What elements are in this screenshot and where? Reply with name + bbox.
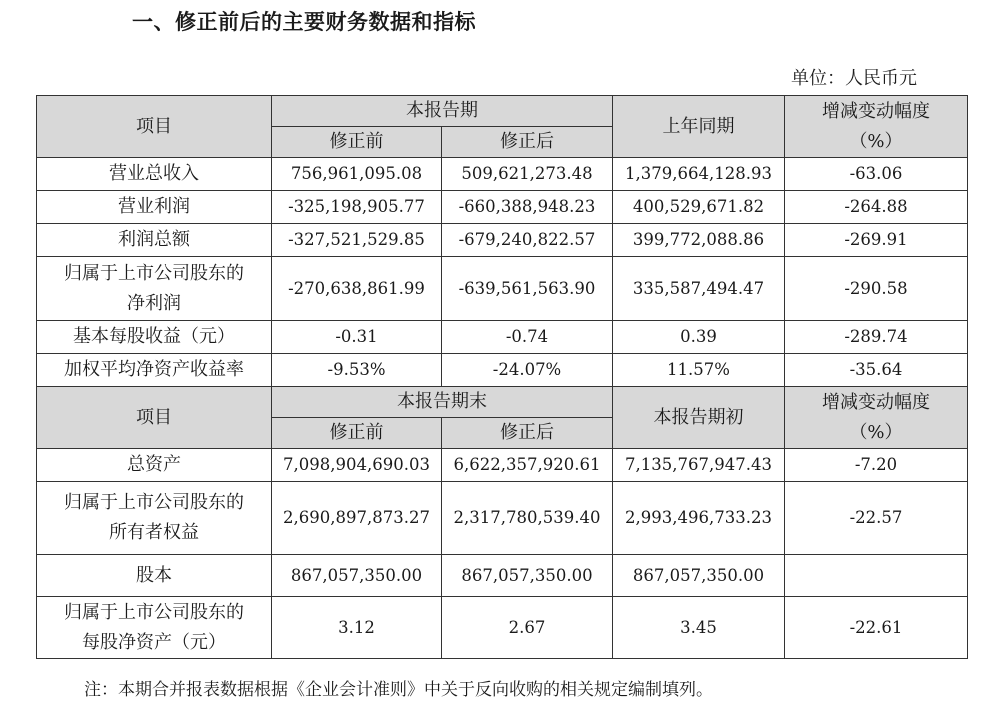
- row-label-line1: 归属于上市公司股东的: [64, 492, 244, 513]
- cell-before: -9.53%: [272, 354, 442, 387]
- table-row: [37, 321, 968, 354]
- cell-before: -325,198,905.77: [272, 191, 442, 224]
- row-label-line2: 所有者权益: [109, 522, 199, 543]
- header-prior: 上年同期: [613, 96, 785, 158]
- header-before-2: 修正前: [272, 418, 442, 449]
- table-row: [37, 158, 968, 191]
- cell-before: 3.12: [272, 597, 442, 659]
- row-label-line2: 每股净资产（元）: [82, 631, 226, 653]
- table-row: [37, 555, 968, 597]
- row-label: 营业总收入: [37, 158, 272, 191]
- row-label-line2: 净利润: [127, 292, 181, 314]
- row-label: 加权平均净资产收益率: [37, 354, 272, 387]
- header-before: 修正前: [272, 127, 442, 158]
- cell-prior: 399,772,088.86: [613, 224, 785, 257]
- cell-prior: 3.45: [613, 597, 785, 659]
- table-row: [37, 224, 968, 257]
- cell-change: -22.57: [785, 482, 968, 555]
- row-label: [37, 482, 272, 555]
- cell-prior: 0.39: [613, 321, 785, 354]
- row-label-line1: 归属于上市公司股东的: [64, 601, 244, 623]
- row-label-line1: 归属于上市公司股东的: [64, 262, 244, 284]
- row-label: [37, 257, 272, 321]
- header-period-start: 本报告期初: [613, 387, 785, 449]
- header-period: 本报告期: [272, 96, 613, 127]
- cell-change: -289.74: [785, 321, 968, 354]
- cell-change: -269.91: [785, 224, 968, 257]
- footnote: 注：本期合并报表数据根据《企业会计准则》中关于反向收购的相关规定编制填列。: [84, 680, 713, 700]
- header-change-line1: 增减变动幅度: [822, 391, 930, 413]
- cell-after: -0.74: [442, 321, 613, 354]
- row-label: 基本每股收益（元）: [37, 321, 272, 354]
- row-label: 营业利润: [37, 191, 272, 224]
- unit-label: 单位：人民币元: [791, 68, 917, 89]
- cell-prior: 2,993,496,733.23: [613, 482, 785, 555]
- cell-after: 2.67: [442, 597, 613, 659]
- cell-after: 509,621,273.48: [442, 158, 613, 191]
- table-row: [37, 597, 968, 659]
- cell-change: -22.61: [785, 597, 968, 659]
- table-row: [37, 354, 968, 387]
- cell-change: -35.64: [785, 354, 968, 387]
- cell-change: -290.58: [785, 257, 968, 321]
- cell-after: 6,622,357,920.61: [442, 449, 613, 482]
- header-change-line2: （%）: [849, 421, 903, 443]
- cell-after: -24.07%: [442, 354, 613, 387]
- cell-prior: 7,135,767,947.43: [613, 449, 785, 482]
- cell-change: -63.06: [785, 158, 968, 191]
- cell-change: -7.20: [785, 449, 968, 482]
- table-row: [37, 482, 968, 555]
- header-change-line2: （%）: [849, 130, 903, 152]
- row-label: 总资产: [37, 449, 272, 482]
- cell-after: 2,317,780,539.40: [442, 482, 613, 555]
- row-label: 股本: [37, 555, 272, 597]
- header-period-end: 本报告期末: [272, 387, 613, 418]
- header-item: 项目: [37, 96, 272, 158]
- cell-after: 867,057,350.00: [442, 555, 613, 597]
- cell-before: -270,638,861.99: [272, 257, 442, 321]
- header-item-2: 项目: [37, 387, 272, 449]
- cell-after: -660,388,948.23: [442, 191, 613, 224]
- cell-prior: 400,529,671.82: [613, 191, 785, 224]
- cell-before: -0.31: [272, 321, 442, 354]
- cell-prior: 1,379,664,128.93: [613, 158, 785, 191]
- cell-prior: 335,587,494.47: [613, 257, 785, 321]
- header-after: 修正后: [442, 127, 613, 158]
- section-title: 一、修正前后的主要财务数据和指标: [132, 10, 476, 34]
- row-label: [37, 597, 272, 659]
- cell-prior: 867,057,350.00: [613, 555, 785, 597]
- cell-before: -327,521,529.85: [272, 224, 442, 257]
- header-change: [785, 96, 968, 158]
- table-row: [37, 257, 968, 321]
- cell-prior: 11.57%: [613, 354, 785, 387]
- table-row: [37, 449, 968, 482]
- cell-before: 2,690,897,873.27: [272, 482, 442, 555]
- cell-before: 756,961,095.08: [272, 158, 442, 191]
- row-label: 利润总额: [37, 224, 272, 257]
- header-after-2: 修正后: [442, 418, 613, 449]
- header-change-2: [785, 387, 968, 449]
- financial-table: [36, 95, 968, 659]
- header-change-line1: 增减变动幅度: [822, 100, 930, 122]
- cell-before: 867,057,350.00: [272, 555, 442, 597]
- cell-after: -639,561,563.90: [442, 257, 613, 321]
- cell-change: [785, 555, 968, 597]
- table-row: [37, 191, 968, 224]
- cell-after: -679,240,822.57: [442, 224, 613, 257]
- cell-change: -264.88: [785, 191, 968, 224]
- cell-before: 7,098,904,690.03: [272, 449, 442, 482]
